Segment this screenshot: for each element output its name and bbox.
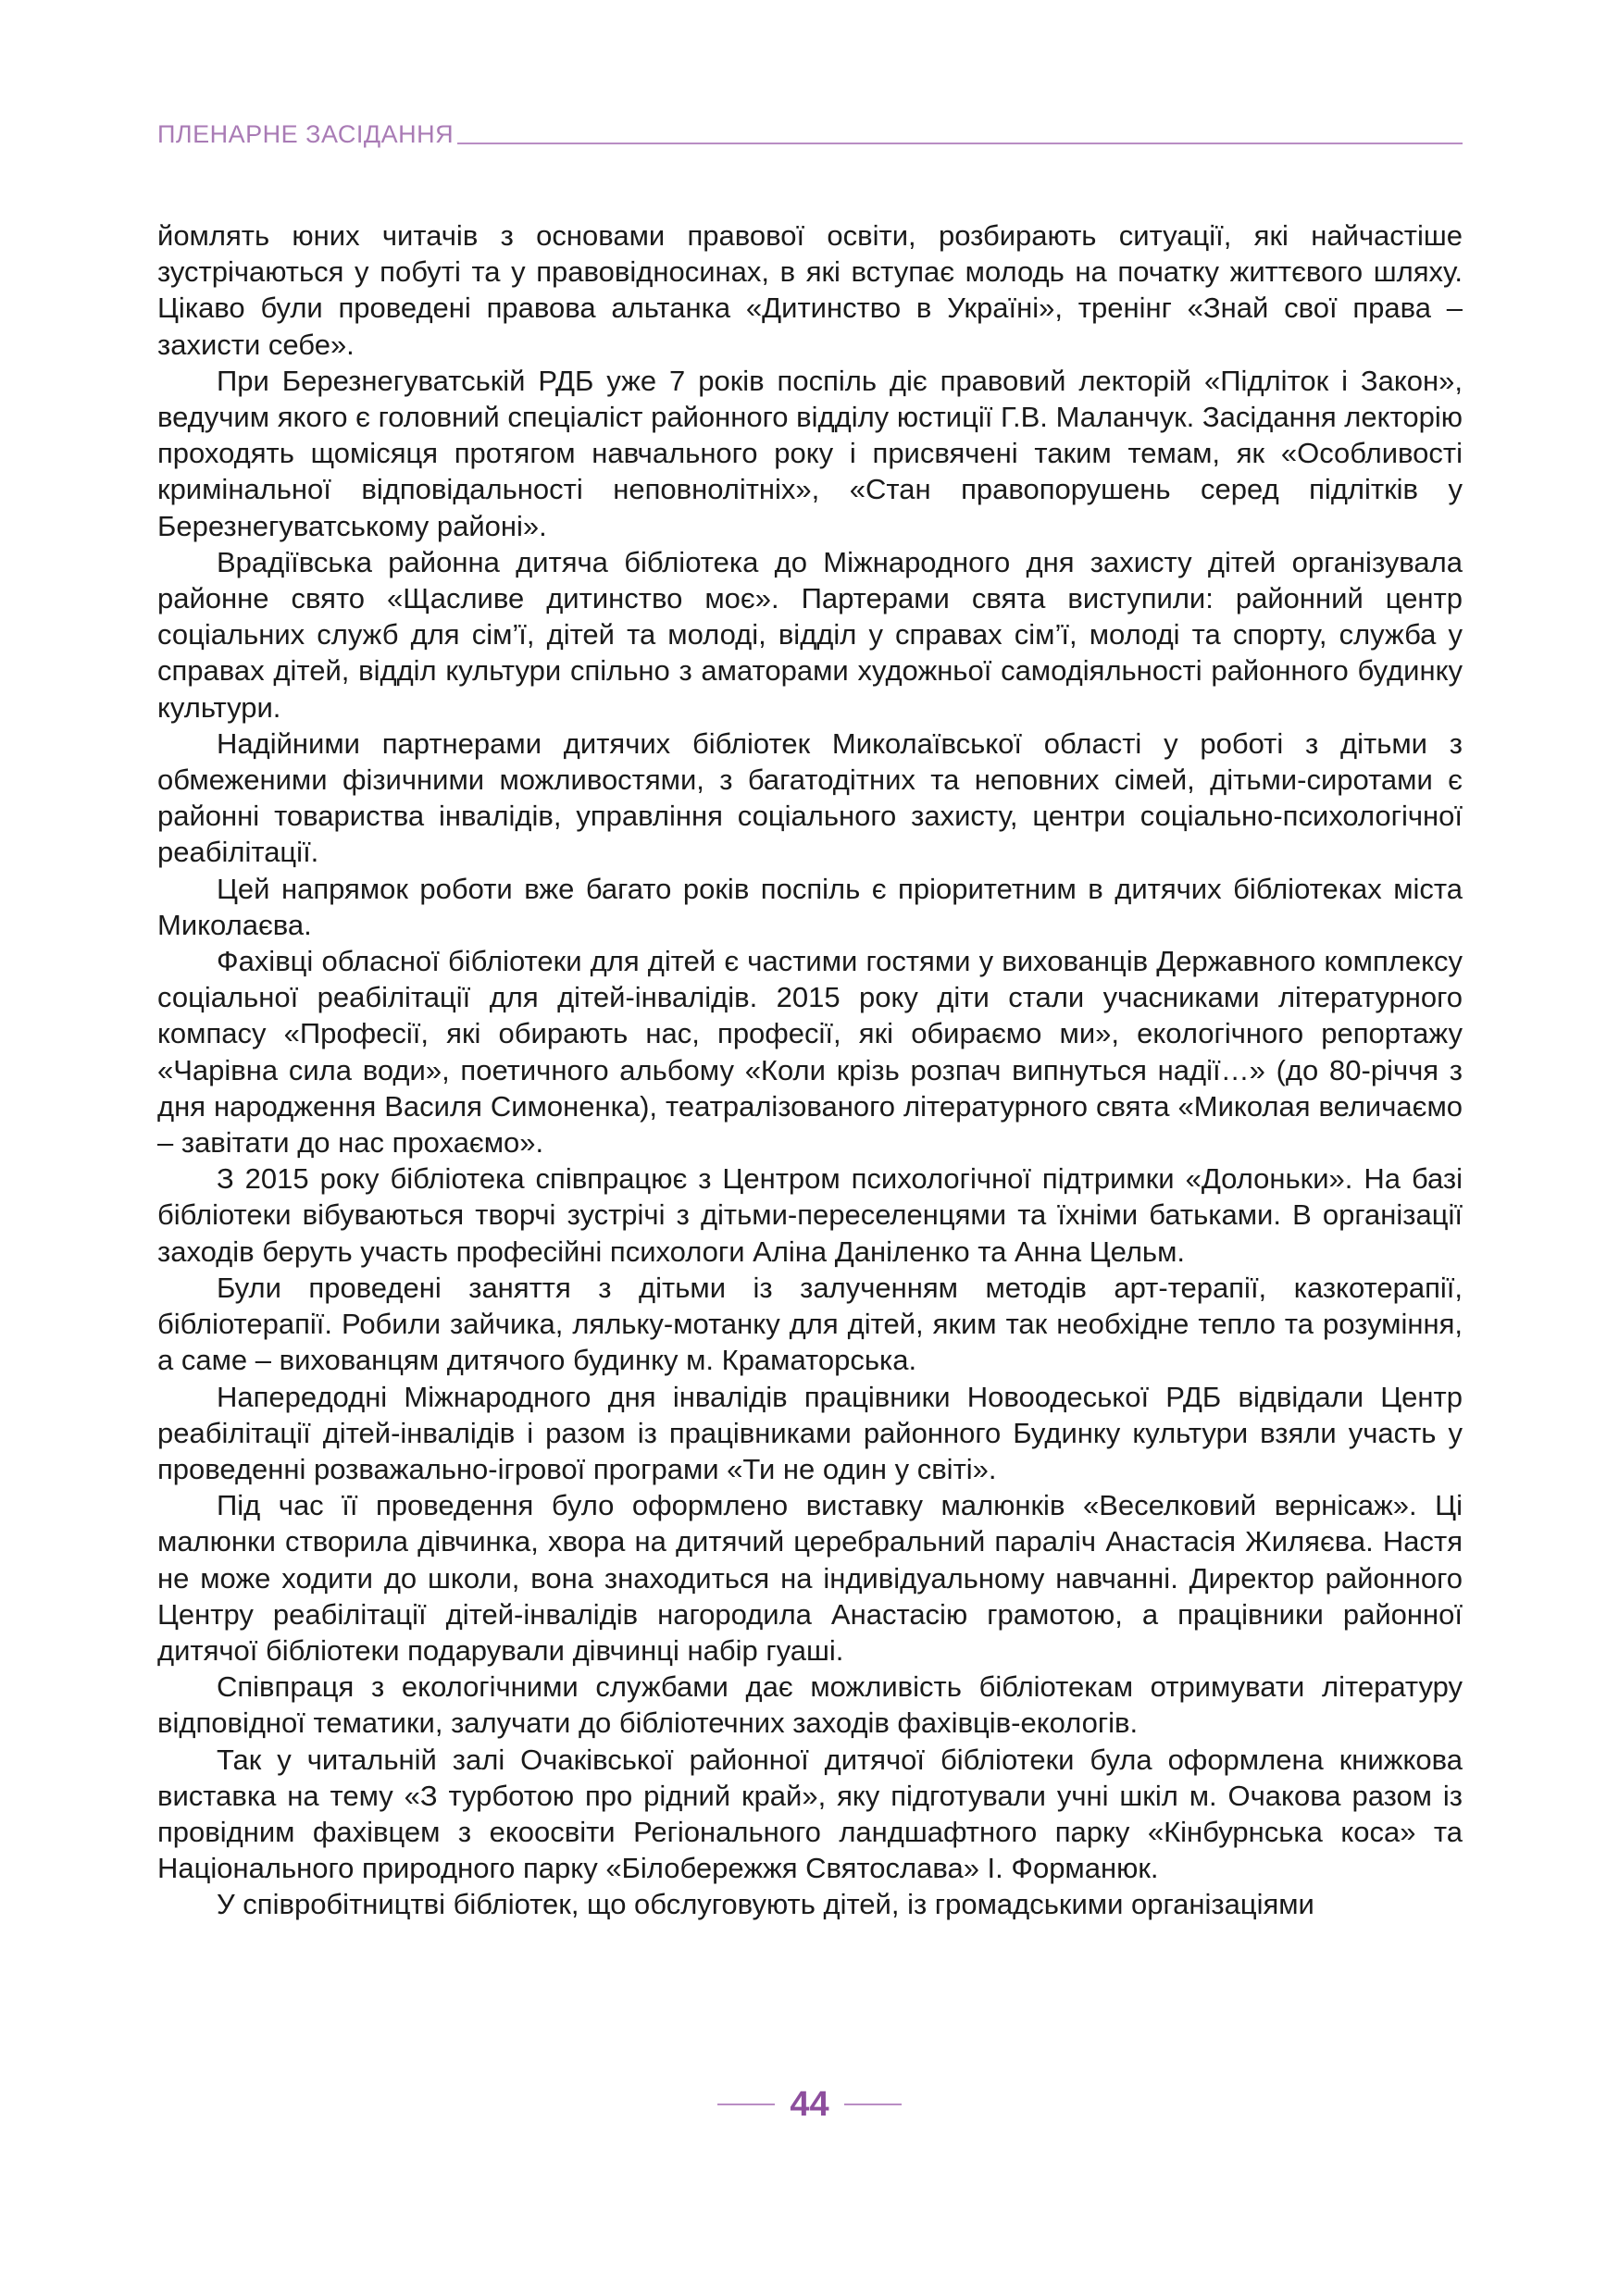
paragraph: Цей напрямок роботи вже багато років поспіль є пріоритетним в дитячих бібліотеках міста Миколаєва.	[157, 872, 1463, 941]
section-title: ПЛЕНАРНЕ ЗАСІДАННЯ	[157, 120, 455, 148]
paragraph: Фахівці обласної бібліотеки для дітей є частими гостями у вихованців Державного комплексу соціальної реабілітації для дітей-інвалідів. 2015 року діти стали учасниками літературного компасу «Професії, які обирають нас, професії, які обираємо ми», екологічного репортажу «Чарівна сила води», поетичного альбому «Коли крізь розпач випнуться надії…» (до 80-річчя з дня народження Василя Симоненка), театралізованого літературного свята «Миколая величаємо – завітати до нас прохаємо».	[157, 945, 1463, 1160]
paragraph: Надійними партнерами дитячих бібліотек Миколаївської області у роботі з дітьми з обмеженими фізичними можливостями, з багатодітних та неповних сімей, дітьми-сиротами є районні товариства інвалідів, управління соціального захисту, центри соціально-психологічної реабілітації.	[157, 726, 1463, 869]
paragraph: Напередодні Міжнародного дня інвалідів працівники Новоодеської РДБ відвідали Центр реабілітації дітей-інвалідів і разом із працівниками районного Будинку культури взяли участь у проведенні розважально-ігрової програми «Ти не один у світі».	[157, 1380, 1463, 1485]
paragraph: З 2015 року бібліотека співпрацює з Центром психологічної підтримки «Долоньки». На базі бібліотеки вібуваються творчі зустрічі з дітьми-переселенцями та їхніми батьками. В організації заходів беруть участь професійні психологи Аліна Даніленко та Анна Цельм.	[157, 1162, 1463, 1268]
header-rule	[457, 143, 1463, 144]
footer-rule-left	[717, 2104, 775, 2105]
paragraph: йомлять юних читачів з основами правової освіти, розбирають ситуації, які найчастіше зустрічаються у побуті та у правовідносинах, в які вступає молодь на початку життєвого шляху. Цікаво були проведені правова альтанка «Дитинство в Україні», тренінг «Знай свої права – захисти себе».	[157, 219, 1463, 361]
running-header	[157, 122, 1463, 147]
paragraph: Співпраця з екологічними службами дає можливість бібліотекам отримувати літературу відповідної тематики, залучати до бібліотечних заходів фахівців-екологів.	[157, 1670, 1463, 1740]
page-footer	[0, 2087, 1619, 2122]
paragraph: Врадіївська районна дитяча бібліотека до Міжнародного дня захисту дітей організувала районне свято «Щасливе дитинство моє». Партерами свята виступили: районний центр соціальних служб для сім’ї, дітей та молоді, відділ у справах сім’ї, молоді та спорту, служба у справах дітей, відділ культури спільно з аматорами художньої самодіяльності районного будинку культури.	[157, 545, 1463, 724]
body-text	[157, 217, 1463, 1923]
paragraph: У співробітництві бібліотек, що обслуговують дітей, із громадськими організаціями	[217, 1888, 1314, 1921]
paragraph: Під час її проведення було оформлено виставку малюнків «Веселковий вернісаж». Ці малюнки створила дівчинка, хвора на дитячий церебральний параліч Анастасія Жиляєва. Настя не може ходити до школи, вона знаходиться на індивідуальному навчанні. Директор районного Центру реабілітації дітей-інвалідів нагородила Анастасію грамотою, а працівники районної дитячої бібліотеки подарували дівчинці набір гуаші.	[157, 1489, 1463, 1667]
footer-rule-right	[844, 2104, 902, 2105]
paragraph: Були проведені заняття з дітьми із залученням методів арт-терапії, казкотерапії, бібліотерапії. Робили зайчика, ляльку-мотанку для дітей, яким так необхідне тепло та розуміння, а саме – вихованцям дитячого будинку м. Краматорська.	[157, 1271, 1463, 1377]
page-number: 44	[790, 2085, 829, 2124]
paragraph: При Березнегуватській РДБ уже 7 років поспіль діє правовий лекторій «Підліток і Закон», ведучим якого є головний спеціаліст районного відділу юстиції Г.В. Маланчук. Засідання лекторію проходять щомісяця протягом навчального року і присвячені таким темам, як «Особливості кримінальної відповідальності неповнолітніх», «Стан правопорушень серед підлітків у Березнегуватському районі».	[157, 364, 1463, 542]
paragraph: Так у читальній залі Очаківської районної дитячої бібліотеки була оформлена книжкова виставка на тему «З турботою про рідний край», яку підготували учні шкіл м. Очакова разом із провідним фахівцем з екоосвіти Регіонального ландшафтного парку «Кінбурнська коса» та Національного природного парку «Білобережжя Святослава» І. Форманюк.	[157, 1743, 1463, 1885]
